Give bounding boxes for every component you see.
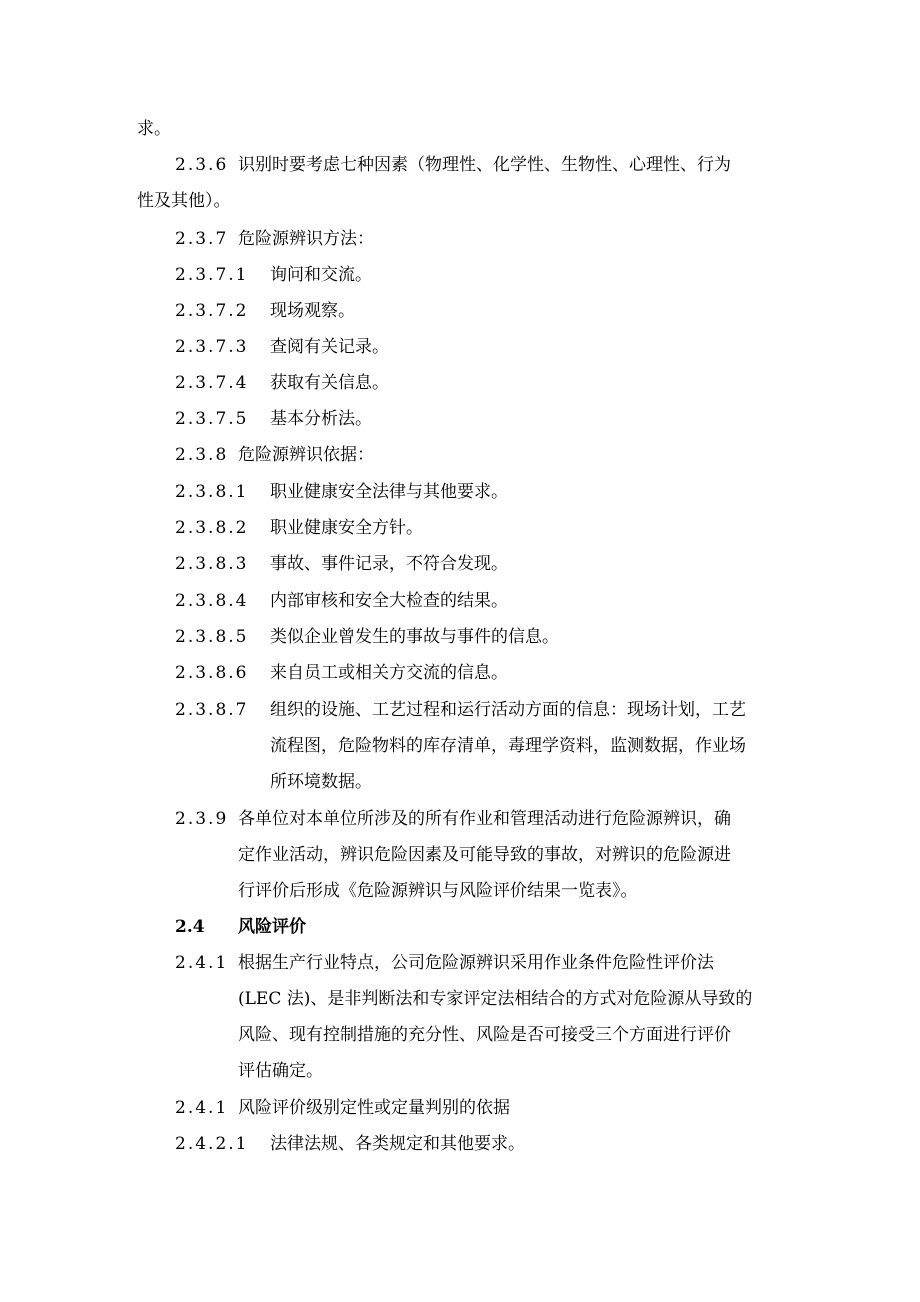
section-number: 2.3.7.2 [175,301,249,321]
section-text: 事故、事件记录，不符合发现。 [270,554,508,574]
section-text: 风险、现有控制措施的充分性、风险是否可接受三个方面进行评价 [238,1025,731,1045]
section-number: 2.3.9 [175,809,229,829]
section-number: 2.3.7.1 [175,265,249,285]
section-heading-number: 2.4 [175,917,205,937]
section-text: 流程图，危险物料的库存清单，毒理学资料，监测数据，作业场 [270,736,746,756]
section-number: 2.3.8.7 [175,700,249,720]
section-text: 所环境数据。 [270,772,372,792]
section-number: 2.3.8.2 [175,518,249,538]
section-number: 2.4.1 [175,1098,229,1118]
section-text: 组织的设施、工艺过程和运行活动方面的信息：现场计划，工艺 [270,700,746,720]
section-number: 2.3.7 [175,229,229,249]
section-text: 根据生产行业特点，公司危险源辨识采用作业条件危险性评价法 [238,953,714,973]
section-text: 来自员工或相关方交流的信息。 [270,663,508,683]
section-number: 2.3.8.3 [175,554,249,574]
section-text: 法律法规、各类规定和其他要求。 [270,1134,525,1154]
section-number: 2.3.6 [175,155,229,175]
section-text: 查阅有关记录。 [270,337,389,357]
section-text: 风险评价级别定性或定量判别的依据 [238,1098,510,1118]
section-number: 2.3.8.6 [175,663,249,683]
section-text: 识别时要考虑七种因素（物理性、化学性、生物性、心理性、行为 [238,155,731,175]
section-text: 危险源辨识依据： [238,445,374,465]
section-number: 2.4.2.1 [175,1134,249,1154]
section-number: 2.3.7.3 [175,337,249,357]
section-text: 基本分析法。 [270,409,372,429]
section-number: 2.3.8 [175,445,229,465]
section-text: 询问和交流。 [270,265,372,285]
section-text: 定作业活动，辨识危险因素及可能导致的事故，对辨识的危险源进 [238,845,731,865]
paragraph-continuation: 求。 [137,119,171,139]
section-text: 内部审核和安全大检查的结果。 [270,591,508,611]
section-text: 获取有关信息。 [270,373,389,393]
section-text: 行评价后形成《危险源辨识与风险评价结果一览表》。 [238,881,638,901]
section-number: 2.3.7.5 [175,409,249,429]
section-text: 职业健康安全方针。 [270,518,423,538]
section-heading: 风险评价 [238,917,306,937]
section-number: 2.4.1 [175,953,229,973]
section-number: 2.3.8.5 [175,627,249,647]
section-text: 性及其他）。 [137,191,231,211]
section-text: 类似企业曾发生的事故与事件的信息。 [270,627,559,647]
section-number: 2.3.7.4 [175,373,249,393]
section-text: 各单位对本单位所涉及的所有作业和管理活动进行危险源辨识，确 [238,809,731,829]
section-text: 评估确定。 [238,1061,323,1081]
section-number: 2.3.8.1 [175,482,249,502]
section-text: 危险源辨识方法： [238,229,374,249]
section-number: 2.3.8.4 [175,591,249,611]
section-text: 现场观察。 [270,301,355,321]
section-text: (LEC 法)、是非判断法和专家评定法相结合的方式对危险源从导致的 [238,989,753,1009]
section-text: 职业健康安全法律与其他要求。 [270,482,508,502]
